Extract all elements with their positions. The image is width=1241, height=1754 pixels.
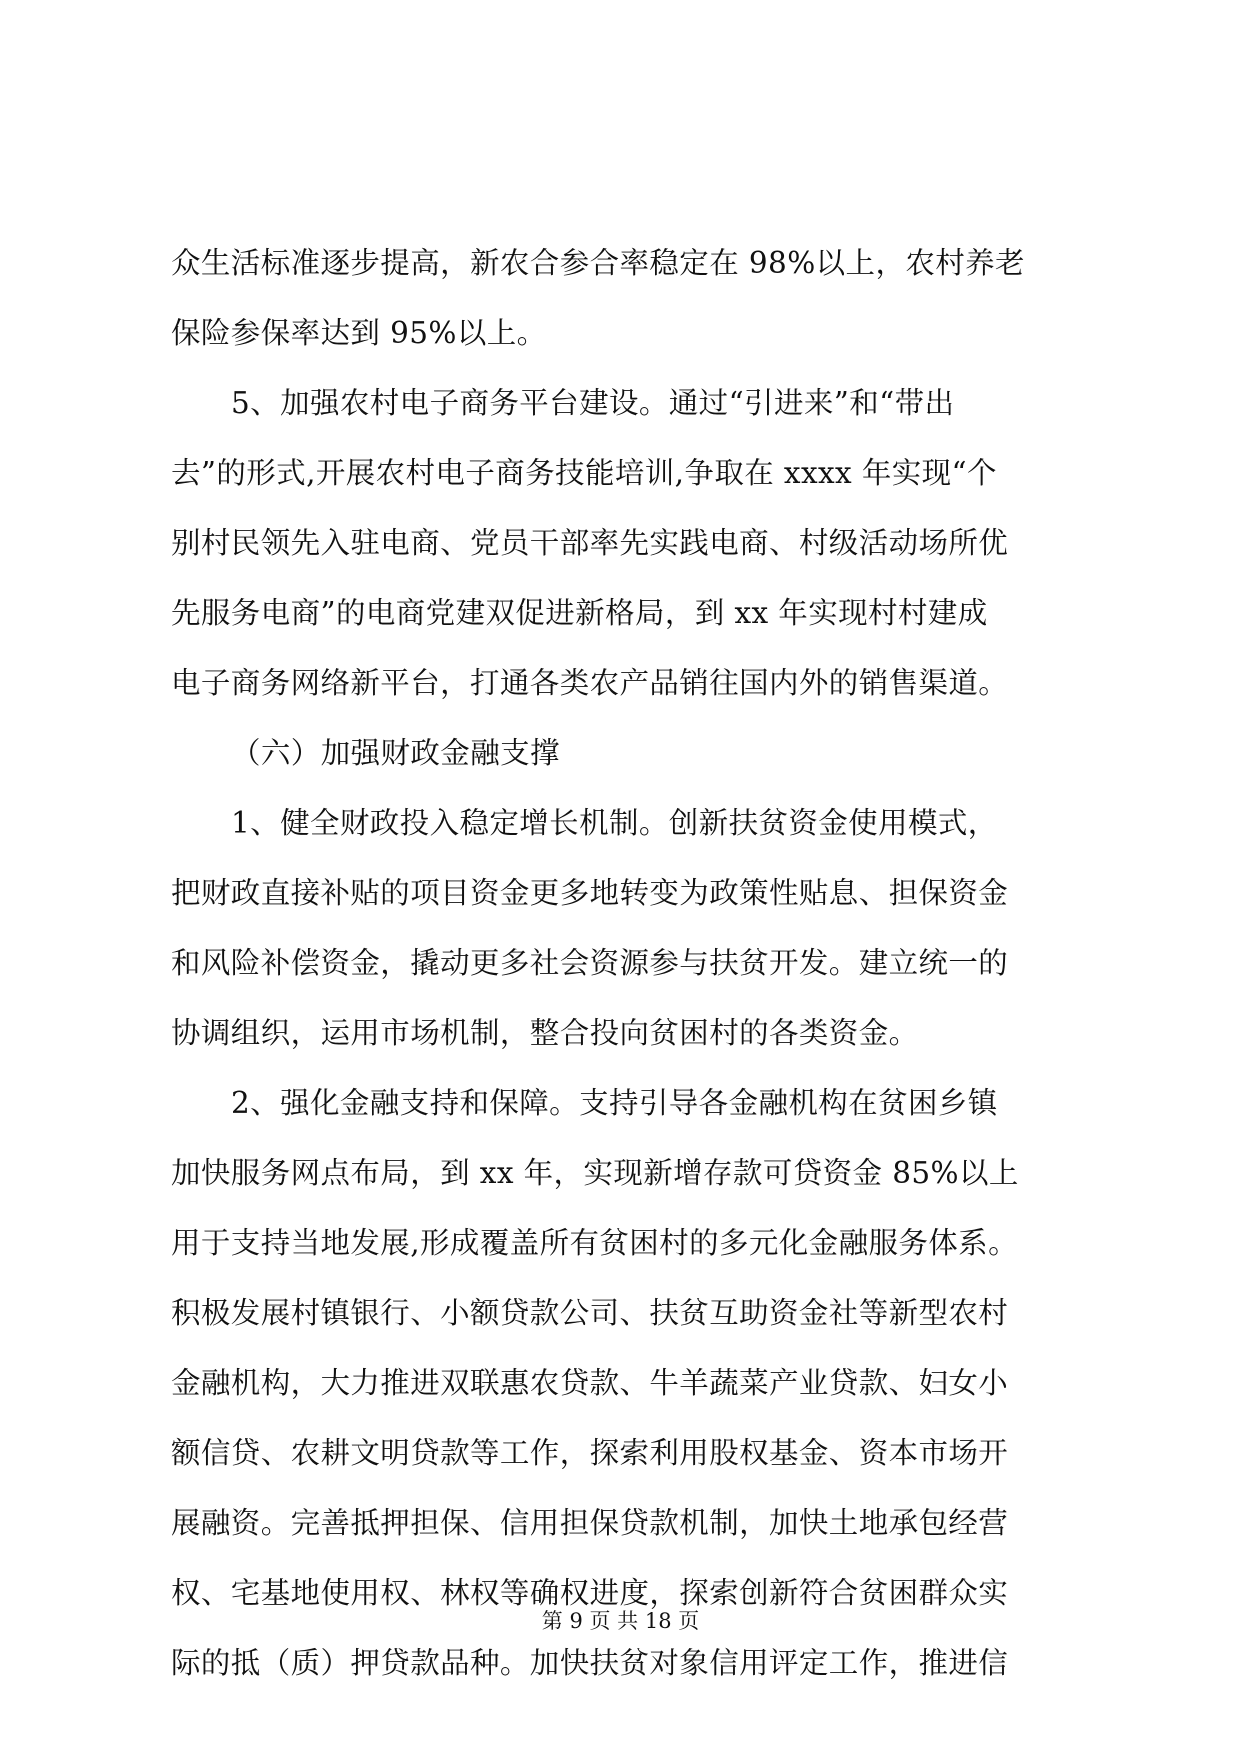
body-text bbox=[171, 228, 1091, 1698]
text-line: 别村民领先入驻电商、党员干部率先实践电商、村级活动场所优 bbox=[171, 526, 1009, 560]
text-line: 权、宅基地使用权、林权等确权进度，探索创新符合贫困群众实 bbox=[171, 1576, 1009, 1610]
text-line: 去”的形式,开展农村电子商务技能培训,争取在 xxxx 年实现“个 bbox=[171, 456, 997, 490]
text-line: 展融资。完善抵押担保、信用担保贷款机制，加快土地承包经营 bbox=[171, 1506, 1009, 1540]
page-footer: 第 9 页 共 18 页 bbox=[541, 1609, 700, 1633]
text-line: 协调组织，运用市场机制，整合投向贫困村的各类资金。 bbox=[171, 1016, 919, 1050]
text-line: 金融机构，大力推进双联惠农贷款、牛羊蔬菜产业贷款、妇女小 bbox=[171, 1366, 1009, 1400]
text-line: 把财政直接补贴的项目资金更多地转变为政策性贴息、担保资金 bbox=[171, 876, 1009, 910]
text-line: 5、加强农村电子商务平台建设。通过“引进来”和“带出 bbox=[231, 386, 955, 420]
text-line: 电子商务网络新平台，打通各类农产品销往国内外的销售渠道。 bbox=[171, 666, 1009, 700]
text-line: 际的抵（质）押贷款品种。加快扶贫对象信用评定工作，推进信 bbox=[171, 1646, 1009, 1680]
text-line: 保险参保率达到 95%以上。 bbox=[171, 316, 547, 350]
text-line: 额信贷、农耕文明贷款等工作，探索利用股权基金、资本市场开 bbox=[171, 1436, 1009, 1470]
text-line: （六）加强财政金融支撑 bbox=[231, 736, 560, 770]
text-line: 积极发展村镇银行、小额贷款公司、扶贫互助资金社等新型农村 bbox=[171, 1296, 1009, 1330]
text-line: 加快服务网点布局，到 xx 年，实现新增存款可贷资金 85%以上 bbox=[171, 1156, 1019, 1190]
text-line: 先服务电商”的电商党建双促进新格局，到 xx 年实现村村建成 bbox=[171, 596, 988, 630]
text-line: 1、健全财政投入稳定增长机制。创新扶贫资金使用模式， bbox=[231, 806, 998, 840]
text-line: 和风险补偿资金，撬动更多社会资源参与扶贫开发。建立统一的 bbox=[171, 946, 1009, 980]
text-line: 用于支持当地发展,形成覆盖所有贫困村的多元化金融服务体系。 bbox=[171, 1226, 1018, 1260]
text-line: 2、强化金融支持和保障。支持引导各金融机构在贫困乡镇 bbox=[231, 1086, 998, 1120]
text-line: 众生活标准逐步提高，新农合参合率稳定在 98%以上，农村养老 bbox=[171, 246, 1025, 280]
